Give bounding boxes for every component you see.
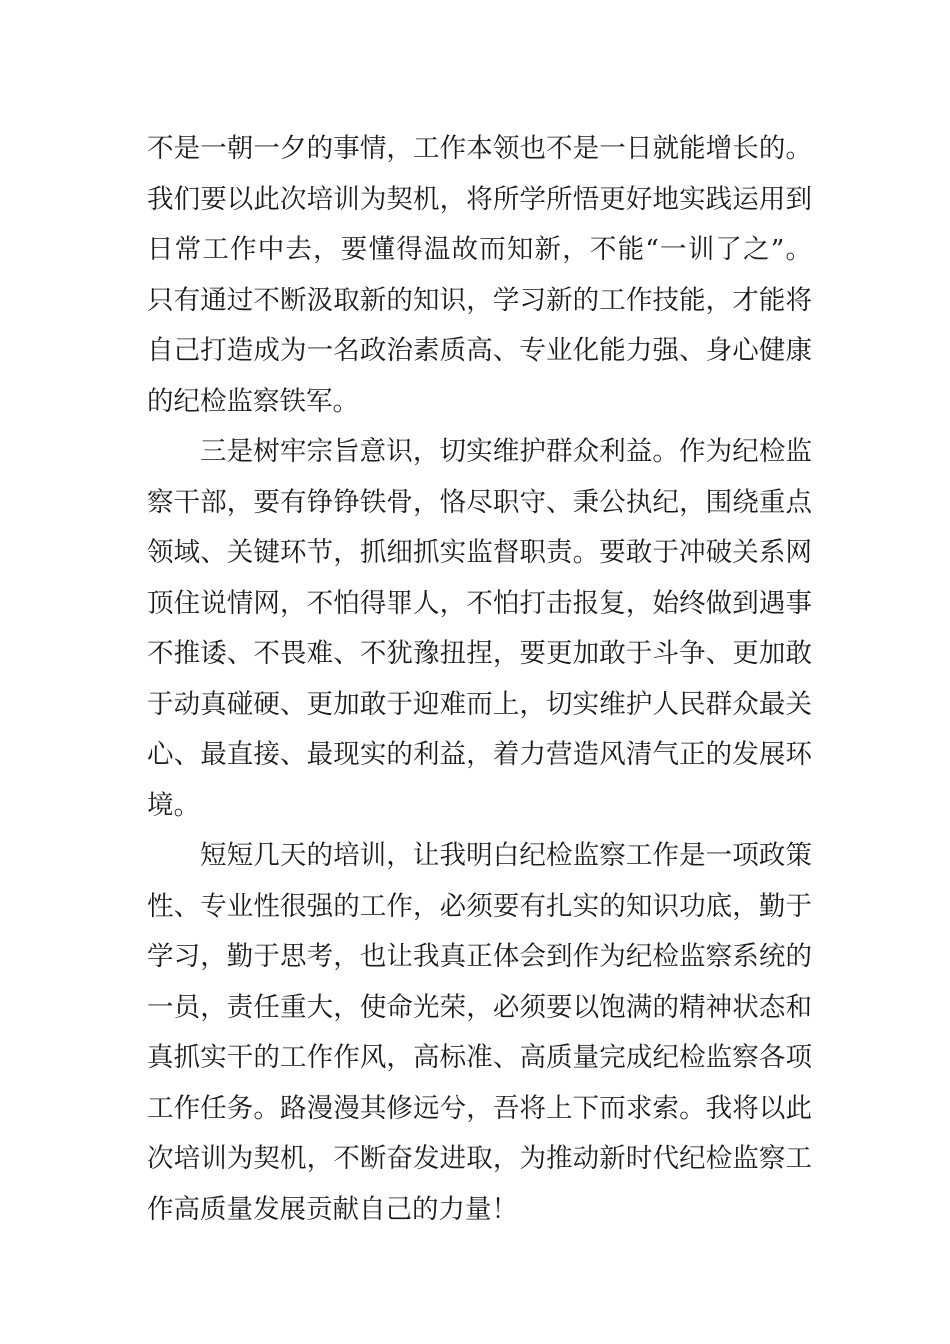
text-line: 察干部，要有铮铮铁骨，恪尽职守、秉公执纪，围绕重点 [147,486,812,518]
text-line: 作高质量发展贡献自己的力量！ [147,1193,518,1225]
text-line: 短短几天的培训，让我明白纪检监察工作是一项政策 [200,840,812,871]
text-line: 不推诿、不畏难、不犹豫扭捏，要更加敢于斗争、更加敢 [147,638,812,669]
text-line: 工作任务。路漫漫其修远兮，吾将上下而求索。我将以此 [147,1092,812,1124]
document-body [147,124,812,1235]
paragraph-2 [147,427,812,831]
text-line: 自己打造成为一名政治素质高、专业化能力强、身心健康 [147,335,812,366]
text-line: 心、最直接、最现实的利益，着力营造风清气正的发展环 [147,739,812,770]
text-line: 领域、关键环节，抓细抓实监督职责。要敢于冲破关系网 [147,537,812,568]
text-line: 三是树牢宗旨意识，切实维护群众利益。作为纪检监 [200,436,812,467]
text-line: 我们要以此次培训为契机，将所学所悟更好地实践运用到 [147,183,812,215]
text-line: 性、专业性很强的工作，必须要有扎实的知识功底，勤于 [147,890,812,922]
text-line: 顶住说情网，不怕得罪人，不怕打击报复，始终做到遇事 [147,587,812,619]
paragraph-1 [147,124,812,427]
text-line: 日常工作中去，要懂得温故而知新，不能“一训了之”。 [147,234,812,265]
text-line: 不是一朝一夕的事情，工作本领也不是一日就能增长的。 [147,133,812,164]
text-line: 的纪检监察铁军。 [147,385,359,417]
text-line: 学习，勤于思考，也让我真正体会到作为纪检监察系统的 [147,941,812,972]
text-line: 一员，责任重大，使命光荣，必须要以饱满的精神状态和 [147,991,812,1023]
text-line: 真抓实干的工作作风，高标准、高质量完成纪检监察各项 [147,1042,812,1073]
text-line: 次培训为契机，不断奋发进取，为推动新时代纪检监察工 [147,1143,812,1174]
text-line: 于动真碰硬、更加敢于迎难而上，切实维护人民群众最关 [147,688,812,720]
paragraph-3 [147,831,812,1235]
text-line: 境。 [147,789,200,821]
text-line: 只有通过不断汲取新的知识，学习新的工作技能，才能将 [147,284,812,316]
